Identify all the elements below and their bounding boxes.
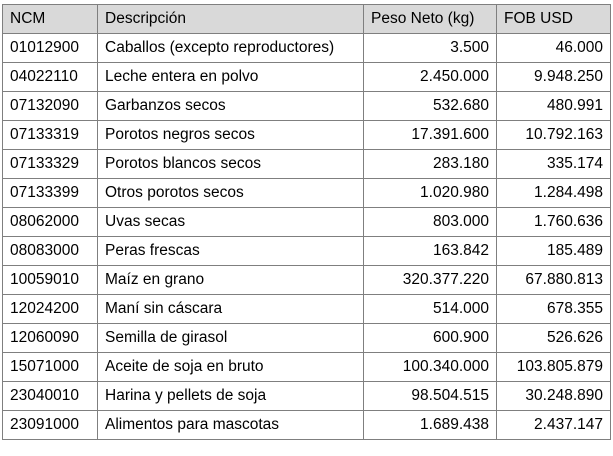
cell-fob-usd: 46.000 [497, 34, 611, 63]
cell-ncm: 08083000 [3, 237, 98, 266]
cell-fob-usd: 67.880.813 [497, 266, 611, 295]
cell-fob-usd: 30.248.890 [497, 382, 611, 411]
cell-peso-neto: 100.340.000 [364, 353, 497, 382]
table-body [3, 34, 611, 440]
cell-descripcion: Garbanzos secos [98, 92, 364, 121]
header-ncm: NCM [3, 5, 98, 34]
cell-peso-neto: 1.689.438 [364, 411, 497, 440]
cell-fob-usd: 335.174 [497, 150, 611, 179]
cell-ncm: 07133329 [3, 150, 98, 179]
cell-ncm: 07133399 [3, 179, 98, 208]
exports-table [2, 4, 611, 440]
cell-fob-usd: 10.792.163 [497, 121, 611, 150]
cell-peso-neto: 600.900 [364, 324, 497, 353]
cell-descripcion: Porotos negros secos [98, 121, 364, 150]
cell-peso-neto: 514.000 [364, 295, 497, 324]
header-peso-neto: Peso Neto (kg) [364, 5, 497, 34]
cell-descripcion: Semilla de girasol [98, 324, 364, 353]
cell-descripcion: Maíz en grano [98, 266, 364, 295]
table-header [3, 5, 611, 34]
table-row [3, 92, 611, 121]
cell-ncm: 08062000 [3, 208, 98, 237]
cell-ncm: 01012900 [3, 34, 98, 63]
cell-fob-usd: 9.948.250 [497, 63, 611, 92]
cell-descripcion: Caballos (excepto reproductores) [98, 34, 364, 63]
cell-fob-usd: 480.991 [497, 92, 611, 121]
cell-ncm: 12060090 [3, 324, 98, 353]
header-row [3, 5, 611, 34]
cell-descripcion: Porotos blancos secos [98, 150, 364, 179]
cell-peso-neto: 320.377.220 [364, 266, 497, 295]
header-descripcion: Descripción [98, 5, 364, 34]
cell-peso-neto: 1.020.980 [364, 179, 497, 208]
cell-descripcion: Alimentos para mascotas [98, 411, 364, 440]
cell-peso-neto: 803.000 [364, 208, 497, 237]
cell-peso-neto: 163.842 [364, 237, 497, 266]
cell-fob-usd: 2.437.147 [497, 411, 611, 440]
cell-ncm: 23040010 [3, 382, 98, 411]
table-row [3, 266, 611, 295]
cell-descripcion: Maní sin cáscara [98, 295, 364, 324]
table-row [3, 411, 611, 440]
table-row [3, 34, 611, 63]
cell-descripcion: Uvas secas [98, 208, 364, 237]
cell-descripcion: Harina y pellets de soja [98, 382, 364, 411]
cell-ncm: 04022110 [3, 63, 98, 92]
cell-fob-usd: 678.355 [497, 295, 611, 324]
table-row [3, 150, 611, 179]
table-row [3, 208, 611, 237]
cell-fob-usd: 526.626 [497, 324, 611, 353]
cell-ncm: 10059010 [3, 266, 98, 295]
table-row [3, 63, 611, 92]
table-row [3, 353, 611, 382]
table-row [3, 382, 611, 411]
table-row [3, 295, 611, 324]
cell-descripcion: Aceite de soja en bruto [98, 353, 364, 382]
cell-peso-neto: 98.504.515 [364, 382, 497, 411]
cell-descripcion: Otros porotos secos [98, 179, 364, 208]
cell-peso-neto: 3.500 [364, 34, 497, 63]
table-row [3, 237, 611, 266]
table-row [3, 324, 611, 353]
cell-fob-usd: 103.805.879 [497, 353, 611, 382]
cell-peso-neto: 532.680 [364, 92, 497, 121]
cell-fob-usd: 1.284.498 [497, 179, 611, 208]
cell-peso-neto: 2.450.000 [364, 63, 497, 92]
cell-ncm: 12024200 [3, 295, 98, 324]
cell-ncm: 07132090 [3, 92, 98, 121]
cell-descripcion: Leche entera en polvo [98, 63, 364, 92]
cell-ncm: 23091000 [3, 411, 98, 440]
cell-peso-neto: 17.391.600 [364, 121, 497, 150]
cell-ncm: 07133319 [3, 121, 98, 150]
header-fob-usd: FOB USD [497, 5, 611, 34]
cell-fob-usd: 185.489 [497, 237, 611, 266]
cell-descripcion: Peras frescas [98, 237, 364, 266]
cell-peso-neto: 283.180 [364, 150, 497, 179]
cell-ncm: 15071000 [3, 353, 98, 382]
table-row [3, 179, 611, 208]
cell-fob-usd: 1.760.636 [497, 208, 611, 237]
table-row [3, 121, 611, 150]
